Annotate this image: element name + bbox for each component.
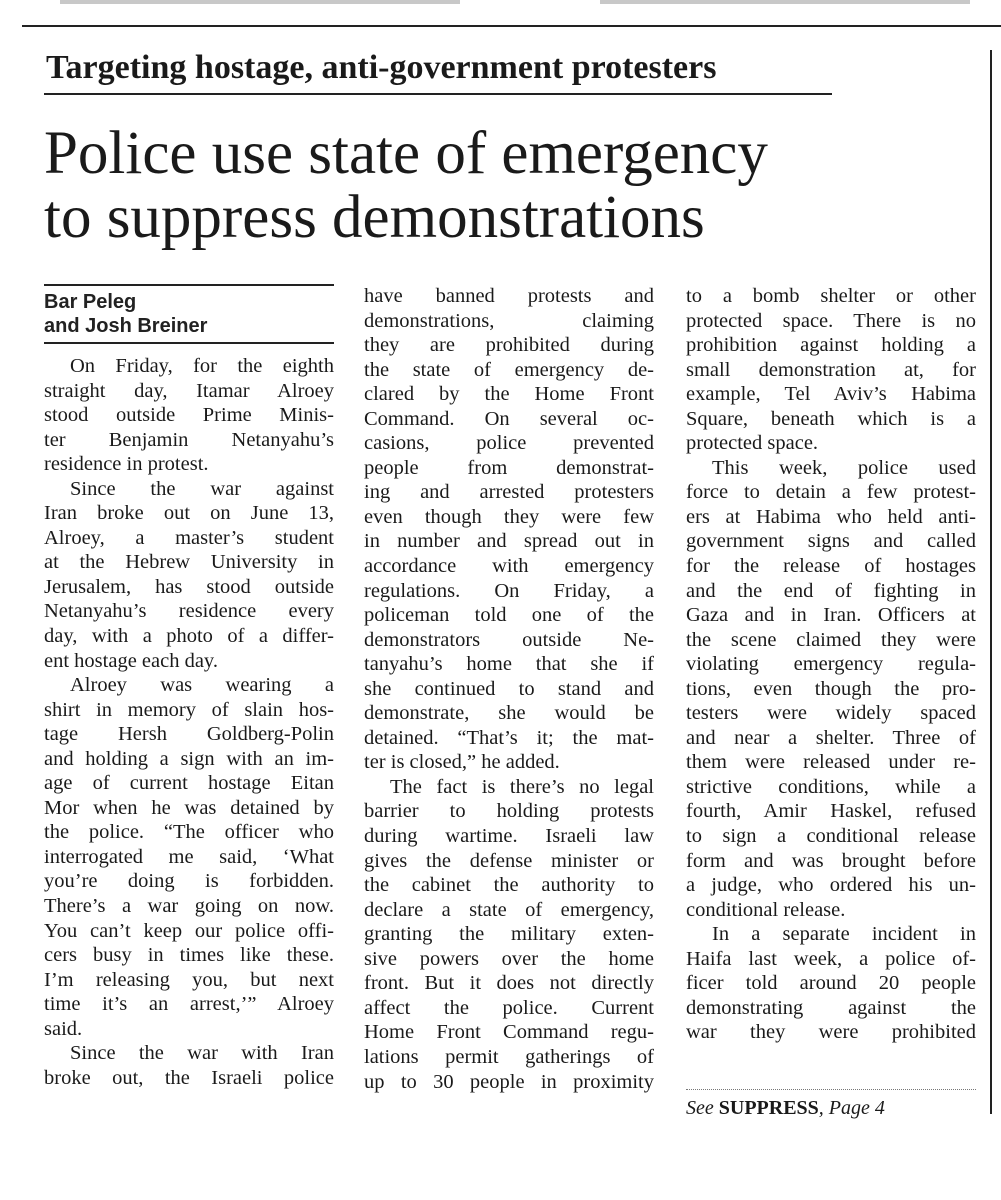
text-line: conditional release. [686, 898, 846, 921]
text-line: ter Benjamin Netanyahu’s [44, 428, 334, 451]
text-line: you’re doing is forbidden. [44, 870, 334, 893]
text-line: they are prohibited during [364, 334, 654, 357]
text-line: lations permit gatherings of [364, 1045, 654, 1068]
text-line: policeman told one of the [364, 604, 654, 627]
paragraph [44, 1041, 334, 1090]
text-line: Jerusalem, has stood outside [44, 575, 334, 598]
byline-author: Bar Peleg [44, 291, 137, 313]
text-line: Since the war with Iran [70, 1042, 334, 1065]
text-line: Alroey, a master’s student [44, 526, 334, 549]
text-line: ter is closed,” he added. [364, 751, 560, 774]
paragraph [44, 673, 334, 1041]
cut-off-text-above-right [600, 0, 970, 4]
cut-off-text-above [60, 0, 460, 4]
text-line: the police. “The officer who [44, 821, 334, 844]
text-line: cers busy in times like these. [44, 944, 334, 967]
top-divider [22, 25, 1001, 27]
text-line: to sign a conditional release [686, 825, 976, 848]
text-line: broke out, the Israeli police [44, 1066, 334, 1089]
text-line: demonstrations, claiming [364, 309, 654, 332]
text-line: ent hostage each day. [44, 649, 218, 672]
text-line: prohibition against holding a [686, 334, 976, 357]
text-line: said. [44, 1017, 83, 1040]
paragraph [44, 354, 334, 477]
text-line: Square, beneath which is a [686, 407, 976, 430]
headline-line: to suppress demonstrations [44, 184, 705, 251]
text-line: affect the police. Current [364, 996, 654, 1019]
text-line: people from demonstrat- [364, 456, 654, 479]
text-line: Gaza and in Iran. Officers at [686, 604, 976, 627]
jump-keyword: SUPPRESS [718, 1097, 819, 1119]
text-line: them were released under re- [686, 751, 976, 774]
headline-line: Police use state of emergency [44, 120, 768, 187]
headline [44, 122, 768, 250]
text-line: Command. On several oc- [364, 407, 654, 430]
text-line: straight day, Itamar Alroey [44, 379, 334, 402]
kicker-headline: Targeting hostage, anti-government protesters [46, 49, 717, 86]
text-line: testers were widely spaced [686, 702, 976, 725]
text-line: residence in protest. [44, 453, 209, 476]
text-line: demonstrate, she would be [364, 702, 654, 725]
text-line: ers at Habima who held anti- [686, 505, 976, 528]
text-line: in number and spread out in [364, 530, 654, 553]
column-1 [44, 284, 334, 1090]
text-line: granting the military exten- [364, 923, 654, 946]
text-line: and near a shelter. Three of [686, 726, 976, 749]
text-line: demonstrating against the [686, 996, 976, 1019]
text-line: form and was brought before [686, 849, 976, 872]
text-line: the cabinet the authority to [364, 874, 654, 897]
text-line: The fact is there’s no legal [390, 775, 654, 798]
text-line: shirt in memory of slain hos- [44, 698, 334, 721]
jump-see: See [686, 1097, 714, 1119]
text-line: protected space. [686, 432, 819, 455]
dotted-divider [686, 1089, 976, 1090]
continuation-jump [686, 1096, 885, 1120]
text-line: front. But it does not directly [364, 972, 654, 995]
text-line: government signs and called [686, 530, 976, 553]
text-line: This week, police used [712, 456, 976, 479]
text-line: up to 30 people in proximity [364, 1070, 654, 1093]
text-line: example, Tel Aviv’s Habima [686, 383, 976, 406]
text-line: regulations. On Friday, a [364, 579, 654, 602]
text-line: the scene claimed they were [686, 628, 976, 651]
text-line: interrogated me said, ‘What [44, 845, 334, 868]
kicker-underline [44, 93, 832, 95]
text-line: protected space. There is no [686, 309, 976, 332]
text-line: I’m releasing you, but next [44, 968, 334, 991]
text-line: Home Front Command regu- [364, 1021, 654, 1044]
jump-page: , Page 4 [818, 1097, 885, 1119]
paragraph [686, 922, 976, 1045]
text-line: Iran broke out on June 13, [44, 502, 334, 525]
text-line: ficer told around 20 people [686, 972, 976, 995]
text-line: tions, even though the pro- [686, 677, 976, 700]
text-line: during wartime. Israeli law [364, 825, 654, 848]
text-line: Alroey was wearing a [70, 674, 334, 697]
text-line: There’s a war going on now. [44, 895, 334, 918]
text-line: accordance with emergency [364, 555, 654, 578]
text-line: fourth, Amir Haskel, refused [686, 800, 976, 823]
column-3 [686, 284, 976, 1045]
text-line: small demonstration at, for [686, 358, 976, 381]
column-divider [990, 50, 992, 1114]
text-line: to a bomb shelter or other [686, 285, 976, 307]
paragraph [364, 284, 654, 775]
text-line: and the end of fighting in [686, 579, 976, 602]
text-line: tanyahu’s home that she if [364, 653, 654, 676]
paragraph [686, 284, 976, 456]
paragraph [686, 456, 976, 922]
byline [44, 286, 334, 342]
text-line: sive powers over the home [364, 947, 654, 970]
text-line: Netanyahu’s residence every [44, 600, 334, 623]
text-line: even though they were few [364, 505, 654, 528]
paragraph [364, 775, 654, 1094]
text-line: have banned protests and [364, 285, 654, 307]
text-line: declare a state of emergency, [364, 898, 654, 921]
text-line: barrier to holding protests [364, 800, 654, 823]
text-line: a judge, who ordered his un- [686, 874, 976, 897]
text-line: force to detain a few protest- [686, 481, 976, 504]
text-line: gives the defense minister or [364, 849, 654, 872]
text-line: age of current hostage Eitan [44, 772, 334, 795]
text-line: day, with a photo of a differ- [44, 625, 334, 648]
column-2 [364, 284, 654, 1094]
text-line: time it’s an arrest,’” Alroey [44, 993, 334, 1016]
text-line: ing and arrested protesters [364, 481, 654, 504]
text-line: In a separate incident in [712, 923, 976, 946]
text-line: and holding a sign with an im- [44, 747, 334, 770]
byline-rule-bottom [44, 342, 334, 344]
paragraph [44, 477, 334, 673]
text-line: Since the war against [70, 477, 334, 500]
byline-author: and Josh Breiner [44, 315, 208, 337]
text-line: demonstrators outside Ne- [364, 628, 654, 651]
text-line: Mor when he was detained by [44, 796, 334, 819]
text-line: casions, police prevented [364, 432, 654, 455]
text-line: the state of emergency de- [364, 358, 654, 381]
text-line: You can’t keep our police offi- [44, 919, 334, 942]
text-line: Haifa last week, a police of- [686, 947, 976, 970]
text-line: war they were prohibited [686, 1021, 976, 1044]
text-line: she continued to stand and [364, 677, 654, 700]
text-line: violating emergency regula- [686, 653, 976, 676]
text-line: tage Hersh Goldberg-Polin [44, 723, 334, 746]
text-line: On Friday, for the eighth [70, 355, 334, 377]
text-line: at the Hebrew University in [44, 551, 334, 574]
text-line: strictive conditions, while a [686, 775, 976, 798]
text-line: detained. “That’s it; the mat- [364, 726, 654, 749]
text-line: stood outside Prime Minis- [44, 404, 334, 427]
text-line: for the release of hostages [686, 555, 976, 578]
text-line: clared by the Home Front [364, 383, 654, 406]
